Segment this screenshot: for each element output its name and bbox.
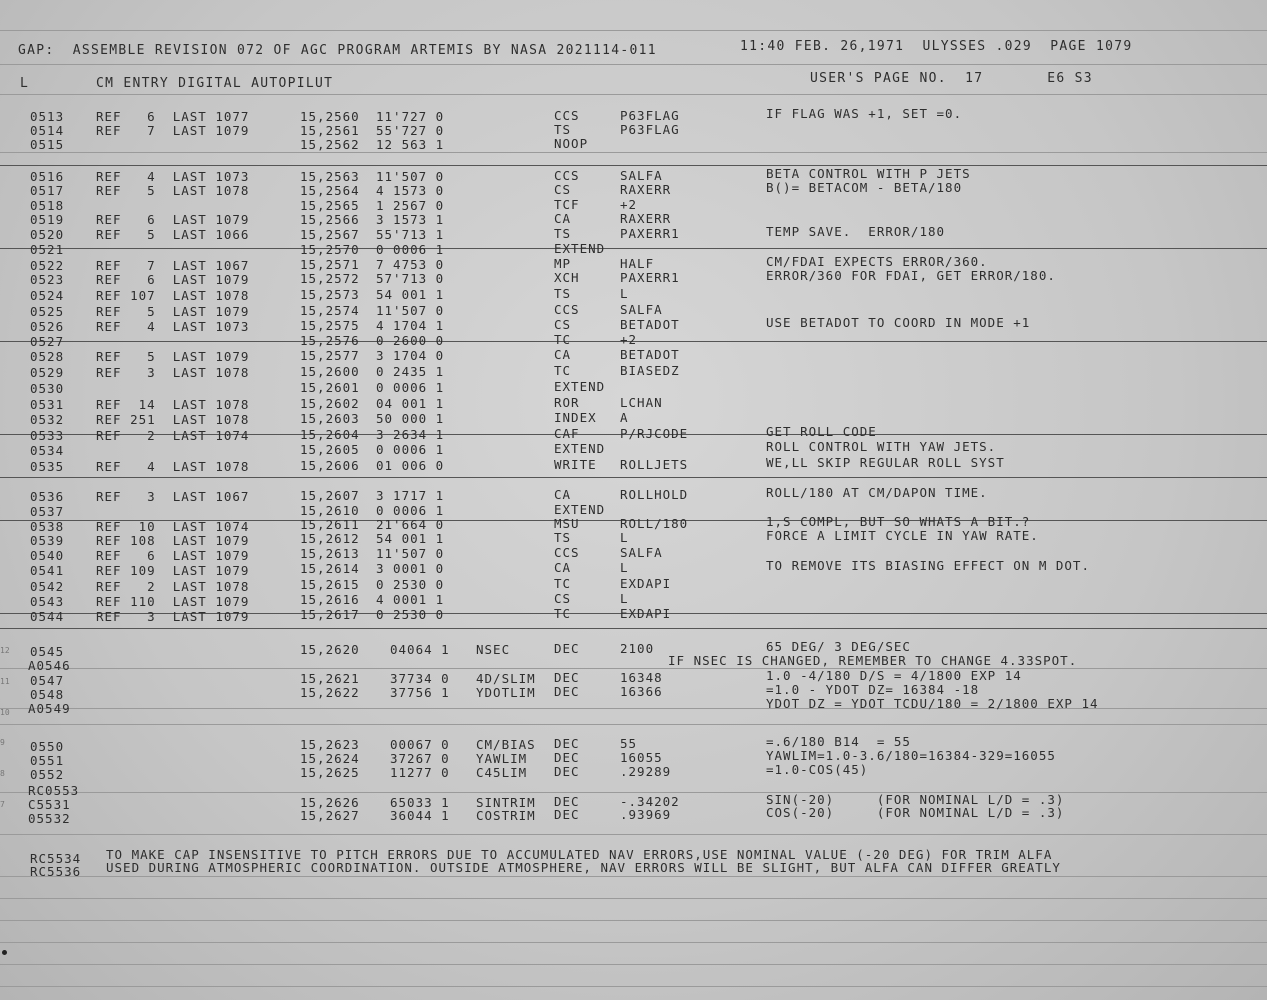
octal-code: 3 1717 1 [376, 488, 445, 503]
opcode: WRITE [554, 457, 597, 472]
ref-info: REF 5 LAST 1079 [96, 304, 250, 319]
line-number: 0531 [30, 397, 65, 412]
line-number: 0536 [30, 489, 65, 504]
octal-code: 3 0001 0 [376, 561, 445, 576]
octal-code: 0 0006 1 [376, 442, 445, 457]
line-number: 0528 [30, 349, 65, 364]
address: 15,2612 [300, 531, 360, 546]
operand: L [620, 286, 629, 301]
address: 15,2606 [300, 458, 360, 473]
operand: RAXERR [620, 182, 672, 197]
address: 15,2604 [300, 427, 360, 442]
address: 15,2562 [300, 137, 360, 152]
line-number: 0519 [30, 212, 65, 227]
ref-info: REF 109 LAST 1079 [96, 563, 250, 578]
opcode: MP [554, 256, 572, 271]
ref-info: REF 3 LAST 1078 [96, 365, 250, 380]
opcode: EXTEND [554, 441, 606, 456]
opcode: CCS [554, 108, 580, 123]
line-number: 0527 [30, 334, 65, 349]
opcode: CA [554, 347, 572, 362]
comment: CM/FDAI EXPECTS ERROR/360. [766, 254, 988, 269]
header-column-l: L [20, 76, 30, 91]
comment: ERROR/360 FOR FDAI, GET ERROR/180. [766, 268, 1056, 283]
opcode: CA [554, 487, 572, 502]
form-rule [0, 477, 1267, 478]
address: 15,2575 [300, 318, 360, 333]
octal-code: 11'507 0 [376, 169, 445, 184]
address: 15,2624 [300, 751, 360, 766]
opcode: CA [554, 211, 572, 226]
comment: 1.0 -4/180 D/S = 4/1800 EXP 14 [766, 668, 1022, 683]
form-rule [0, 834, 1267, 835]
address: 15,2561 [300, 123, 360, 138]
label: COSTRIM [476, 808, 536, 823]
line-number: 0521 [30, 242, 65, 257]
octal-code: 37734 0 [390, 671, 450, 686]
octal-code: 12 563 1 [376, 137, 445, 152]
line-number: 0523 [30, 272, 65, 287]
opcode: TS [554, 530, 572, 545]
ref-info: REF 6 LAST 1079 [96, 212, 250, 227]
operand: SALFA [620, 168, 663, 183]
octal-code: 0 2530 0 [376, 607, 445, 622]
line-number: 0550 [30, 739, 65, 754]
address: 15,2560 [300, 109, 360, 124]
line-number: 0522 [30, 258, 65, 273]
comment: USE BETADOT TO COORD IN MODE +1 [766, 315, 1031, 330]
address: 15,2574 [300, 303, 360, 318]
comment: SIN(-20) (FOR NOMINAL L/D = .3) [766, 792, 1065, 807]
form-rule [0, 724, 1267, 725]
form-rule [0, 898, 1267, 899]
margin-mark: 12 [0, 646, 10, 655]
octal-code: 65033 1 [390, 795, 450, 810]
margin-mark: 10 [0, 708, 10, 717]
line-number: 0533 [30, 428, 65, 443]
address: 15,2614 [300, 561, 360, 576]
octal-code: 0 0006 1 [376, 242, 445, 257]
form-rule [0, 964, 1267, 965]
ref-info: REF 6 LAST 1079 [96, 548, 250, 563]
octal-code: 37267 0 [390, 751, 450, 766]
comment: 1,S COMPL, BUT SO WHATS A BIT.? [766, 514, 1031, 529]
operand: LCHAN [620, 395, 663, 410]
address: 15,2621 [300, 671, 360, 686]
operand: SALFA [620, 302, 663, 317]
opcode: TCF [554, 197, 580, 212]
operand: P63FLAG [620, 108, 680, 123]
octal-code: 11'507 0 [376, 546, 445, 561]
form-rule [0, 668, 1267, 669]
comment: B()= BETACOM - BETA/180 [766, 180, 963, 195]
octal-code: 37756 1 [390, 685, 450, 700]
opcode: EXTEND [554, 502, 606, 517]
operand: EXDAPI [620, 606, 672, 621]
address: 15,2616 [300, 592, 360, 607]
octal-code: 1 2567 0 [376, 198, 445, 213]
octal-code: 0 2530 0 [376, 577, 445, 592]
line-number: 0530 [30, 381, 65, 396]
label: CM/BIAS [476, 737, 536, 752]
line-number: 0514 [30, 123, 65, 138]
octal-code: 11277 0 [390, 765, 450, 780]
comment: ROLL CONTROL WITH YAW JETS. [766, 439, 997, 454]
line-number: 0543 [30, 594, 65, 609]
line-number: 0542 [30, 579, 65, 594]
operand: PAXERR1 [620, 270, 680, 285]
opcode: CCS [554, 168, 580, 183]
margin-mark: 9 [0, 738, 5, 747]
address: 15,2564 [300, 183, 360, 198]
ref-info: REF 4 LAST 1078 [96, 459, 250, 474]
address: 15,2601 [300, 380, 360, 395]
ref-info: REF 4 LAST 1073 [96, 169, 250, 184]
operand: ROLL/180 [620, 516, 689, 531]
margin-mark: 11 [0, 677, 10, 686]
operand: ROLLJETS [620, 457, 689, 472]
opcode: MSU [554, 516, 580, 531]
comment: =1.0-COS(45) [766, 762, 869, 777]
comment: IF FLAG WAS +1, SET =0. [766, 106, 963, 121]
form-rule [0, 64, 1267, 65]
line-number: 0529 [30, 365, 65, 380]
octal-code: 54 001 1 [376, 287, 445, 302]
ref-info: REF 4 LAST 1073 [96, 319, 250, 334]
ref-info: REF 5 LAST 1078 [96, 183, 250, 198]
opcode: ROR [554, 395, 580, 410]
address: 15,2620 [300, 642, 360, 657]
line-number: 0515 [30, 137, 65, 152]
opcode: INDEX [554, 410, 597, 425]
header-assembly-line: GAP: ASSEMBLE REVISION 072 OF AGC PROGRAM ARTEMIS BY NASA 2021114-011 [18, 43, 657, 58]
form-rule [0, 152, 1267, 153]
octal-code: 7 4753 0 [376, 257, 445, 272]
address: 15,2611 [300, 517, 360, 532]
remark-line-number: RC5536 [30, 864, 82, 879]
address: 15,2627 [300, 808, 360, 823]
octal-code: 57'713 0 [376, 271, 445, 286]
octal-code: 21'664 0 [376, 517, 445, 532]
label: YAWLIM [476, 751, 528, 766]
line-number: 0538 [30, 519, 65, 534]
line-number: 0548 [30, 687, 65, 702]
operand: L [620, 591, 629, 606]
comment: YAWLIM=1.0-3.6/180=16384-329=16055 [766, 748, 1056, 763]
opcode: DEC [554, 736, 580, 751]
address: 15,2570 [300, 242, 360, 257]
address: 15,2567 [300, 227, 360, 242]
address: 15,2572 [300, 271, 360, 286]
margin-mark: 8 [0, 769, 5, 778]
opcode: TC [554, 363, 572, 378]
octal-code: 04 001 1 [376, 396, 445, 411]
ref-info: REF 3 LAST 1067 [96, 489, 250, 504]
opcode: TC [554, 576, 572, 591]
opcode: XCH [554, 270, 580, 285]
address: 15,2626 [300, 795, 360, 810]
line-number: 05532 [28, 811, 71, 826]
label: NSEC [476, 642, 511, 657]
remark-line-number: RC5534 [30, 851, 82, 866]
punch-hole-mark [2, 950, 7, 955]
comment: FORCE A LIMIT CYCLE IN YAW RATE. [766, 528, 1039, 543]
margin-mark: 7 [0, 800, 5, 809]
line-number: 0552 [30, 767, 65, 782]
comment: GET ROLL CODE [766, 424, 877, 439]
comment: IF NSEC IS CHANGED, REMEMBER TO CHANGE 4.33SPOT. [668, 653, 1078, 668]
operand: 16366 [620, 684, 663, 699]
address: 15,2610 [300, 503, 360, 518]
operand: L [620, 560, 629, 575]
label: C45LIM [476, 765, 528, 780]
address: 15,2566 [300, 212, 360, 227]
octal-code: 4 0001 1 [376, 592, 445, 607]
line-number: 0547 [30, 673, 65, 688]
ref-info: REF 6 LAST 1079 [96, 272, 250, 287]
octal-code: 4 1704 1 [376, 318, 445, 333]
opcode: DEC [554, 794, 580, 809]
opcode: CS [554, 182, 572, 197]
operand: -.34202 [620, 794, 680, 809]
comment: BETA CONTROL WITH P JETS [766, 166, 971, 181]
octal-code: 3 1573 1 [376, 212, 445, 227]
operand: P63FLAG [620, 122, 680, 137]
opcode: DEC [554, 684, 580, 699]
operand: EXDAPI [620, 576, 672, 591]
opcode: TC [554, 606, 572, 621]
opcode: DEC [554, 807, 580, 822]
line-number: C5531 [28, 797, 71, 812]
opcode: DEC [554, 750, 580, 765]
operand: 2100 [620, 641, 655, 656]
octal-code: 0 0006 1 [376, 380, 445, 395]
operand: P/RJCODE [620, 426, 689, 441]
operand: 55 [620, 736, 638, 751]
address: 15,2602 [300, 396, 360, 411]
label: 4D/SLIM [476, 671, 536, 686]
address: 15,2617 [300, 607, 360, 622]
octal-code: 55'713 1 [376, 227, 445, 242]
opcode: TS [554, 122, 572, 137]
operand: RAXERR [620, 211, 672, 226]
line-number: 0534 [30, 443, 65, 458]
form-rule [0, 165, 1267, 166]
operand: PAXERR1 [620, 226, 680, 241]
operand: A [620, 410, 629, 425]
opcode: EXTEND [554, 379, 606, 394]
octal-code: 36044 1 [390, 808, 450, 823]
octal-code: 0 0006 1 [376, 503, 445, 518]
line-number: 0551 [30, 753, 65, 768]
address: 15,2577 [300, 348, 360, 363]
opcode: TS [554, 286, 572, 301]
opcode: DEC [554, 764, 580, 779]
comment: 65 DEG/ 3 DEG/SEC [766, 639, 911, 654]
octal-code: 11'727 0 [376, 109, 445, 124]
octal-code: 00067 0 [390, 737, 450, 752]
operand: L [620, 530, 629, 545]
address: 15,2615 [300, 577, 360, 592]
header-user-page: USER'S PAGE NO. 17 E6 S3 [810, 71, 1093, 86]
form-rule [0, 876, 1267, 877]
line-number: 0525 [30, 304, 65, 319]
form-rule [0, 942, 1267, 943]
opcode: EXTEND [554, 241, 606, 256]
operand: +2 [620, 332, 638, 347]
opcode: CCS [554, 545, 580, 560]
octal-code: 3 2634 1 [376, 427, 445, 442]
label: SINTRIM [476, 795, 536, 810]
form-rule [0, 920, 1267, 921]
ref-info: REF 108 LAST 1079 [96, 533, 250, 548]
ref-info: REF 110 LAST 1079 [96, 594, 250, 609]
octal-code: 11'507 0 [376, 303, 445, 318]
address: 15,2623 [300, 737, 360, 752]
line-number: A0549 [28, 701, 71, 716]
ref-info: REF 14 LAST 1078 [96, 397, 250, 412]
form-rule [0, 248, 1267, 249]
line-number: 0535 [30, 459, 65, 474]
ref-info: REF 2 LAST 1078 [96, 579, 250, 594]
ref-info: REF 107 LAST 1078 [96, 288, 250, 303]
opcode: TC [554, 332, 572, 347]
address: 15,2622 [300, 685, 360, 700]
operand: HALF [620, 256, 655, 271]
operand: +2 [620, 197, 638, 212]
operand: BETADOT [620, 347, 680, 362]
line-number: 0518 [30, 198, 65, 213]
remark-text: TO MAKE CAP INSENSITIVE TO PITCH ERRORS DUE TO ACCUMULATED NAV ERRORS,USE NOMINAL VALUE (-20 DEG) FOR TRIM ALFA [106, 847, 1053, 862]
form-rule [0, 628, 1267, 629]
ref-info: REF 10 LAST 1074 [96, 519, 250, 534]
line-number: 0532 [30, 412, 65, 427]
header-program-title: CM ENTRY DIGITAL AUTOPILUT [96, 76, 334, 91]
comment: COS(-20) (FOR NOMINAL L/D = .3) [766, 805, 1065, 820]
operand: BIASEDZ [620, 363, 680, 378]
address: 15,2565 [300, 198, 360, 213]
octal-code: 50 000 1 [376, 411, 445, 426]
opcode: CA [554, 560, 572, 575]
ref-info: REF 7 LAST 1067 [96, 258, 250, 273]
comment: =1.0 - YDOT DZ= 16384 -18 [766, 682, 980, 697]
opcode: DEC [554, 670, 580, 685]
ref-info: REF 3 LAST 1079 [96, 609, 250, 624]
address: 15,2573 [300, 287, 360, 302]
address: 15,2600 [300, 364, 360, 379]
operand: ROLLHOLD [620, 487, 689, 502]
line-number: A0546 [28, 658, 71, 673]
address: 15,2605 [300, 442, 360, 457]
octal-code: 55'727 0 [376, 123, 445, 138]
line-number: 0541 [30, 563, 65, 578]
line-number: 0526 [30, 319, 65, 334]
address: 15,2563 [300, 169, 360, 184]
line-number: 0516 [30, 169, 65, 184]
comment: TEMP SAVE. ERROR/180 [766, 224, 946, 239]
operand: SALFA [620, 545, 663, 560]
octal-code: 54 001 1 [376, 531, 445, 546]
form-rule [0, 94, 1267, 95]
header-timestamp: 11:40 FEB. 26,1971 ULYSSES .029 PAGE 1079 [740, 39, 1133, 54]
octal-code: 0 2435 1 [376, 364, 445, 379]
address: 15,2571 [300, 257, 360, 272]
ref-info: REF 7 LAST 1079 [96, 123, 250, 138]
operand: .93969 [620, 807, 672, 822]
line-number: 0545 [30, 644, 65, 659]
line-number: 0513 [30, 109, 65, 124]
ref-info: REF 251 LAST 1078 [96, 412, 250, 427]
line-number: 0544 [30, 609, 65, 624]
address: 15,2625 [300, 765, 360, 780]
address: 15,2607 [300, 488, 360, 503]
octal-code: 0 2600 0 [376, 333, 445, 348]
form-rule [0, 792, 1267, 793]
form-rule [0, 986, 1267, 987]
opcode: CS [554, 317, 572, 332]
form-rule [0, 30, 1267, 31]
comment: ROLL/180 AT CM/DAPON TIME. [766, 485, 988, 500]
opcode: TS [554, 226, 572, 241]
operand: 16348 [620, 670, 663, 685]
line-number: 0520 [30, 227, 65, 242]
comment: TO REMOVE ITS BIASING EFFECT ON M DOT. [766, 558, 1090, 573]
opcode: NOOP [554, 136, 589, 151]
address: 15,2613 [300, 546, 360, 561]
operand: 16055 [620, 750, 663, 765]
ref-info: REF 5 LAST 1066 [96, 227, 250, 242]
ref-info: REF 6 LAST 1077 [96, 109, 250, 124]
opcode: CCS [554, 302, 580, 317]
line-number: 0540 [30, 548, 65, 563]
address: 15,2603 [300, 411, 360, 426]
line-number: 0524 [30, 288, 65, 303]
opcode: CS [554, 591, 572, 606]
ref-info: REF 5 LAST 1079 [96, 349, 250, 364]
line-number: 0537 [30, 504, 65, 519]
opcode: CAF [554, 426, 580, 441]
octal-code: 4 1573 0 [376, 183, 445, 198]
line-number: RC0553 [28, 783, 80, 798]
line-number: 0517 [30, 183, 65, 198]
comment: =.6/180 B14 = 55 [766, 734, 911, 749]
operand: .29289 [620, 764, 672, 779]
address: 15,2576 [300, 333, 360, 348]
comment: YDOT DZ = YDOT TCDU/180 = 2/1800 EXP 14 [766, 696, 1099, 711]
ref-info: REF 2 LAST 1074 [96, 428, 250, 443]
octal-code: 01 006 0 [376, 458, 445, 473]
octal-code: 04064 1 [390, 642, 450, 657]
octal-code: 3 1704 0 [376, 348, 445, 363]
remark-text: USED DURING ATMOSPHERIC COORDINATION. OUTSIDE ATMOSPHERE, NAV ERRORS WILL BE SLIGHT, BUT ALFA CAN DIFFER GREATLY [106, 860, 1061, 875]
line-number: 0539 [30, 533, 65, 548]
comment: WE,LL SKIP REGULAR ROLL SYST [766, 455, 1005, 470]
label: YDOTLIM [476, 685, 536, 700]
opcode: DEC [554, 641, 580, 656]
operand: BETADOT [620, 317, 680, 332]
